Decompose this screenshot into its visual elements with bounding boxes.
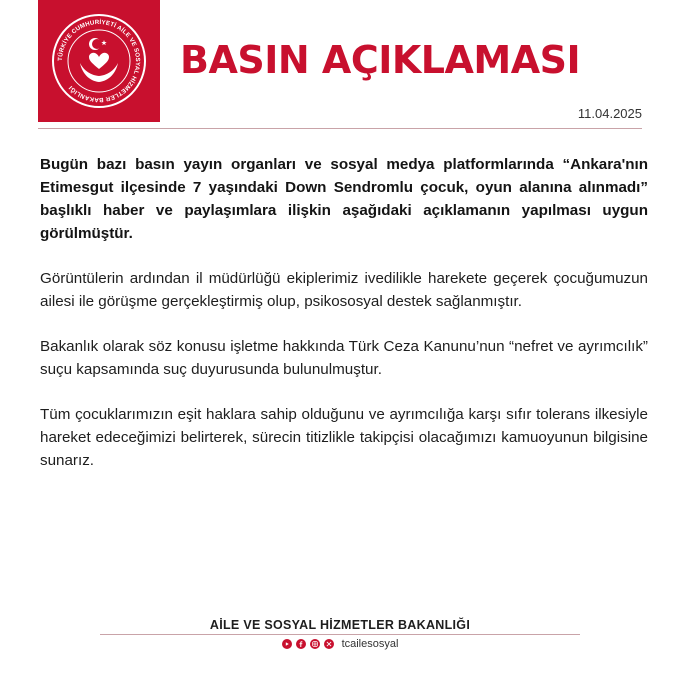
- body-paragraph: Tüm çocuklarımızın eşit haklara sahip olduğunu ve ayrımcılığa karşı sıfır tolerans ilkesiyle hareket edeceğimizi belirterek, sürecin titizlikle takipçisi olacağımızı kamuoyunun bilgisine sunarız.: [40, 406, 648, 469]
- header-divider: [38, 128, 642, 129]
- page-title: BASIN AÇIKLAMASI: [180, 38, 581, 82]
- release-date: 11.04.2025: [577, 106, 642, 121]
- seal-text: TÜRKİYE CUMHURİYETİ AİLE VE SOSYAL HİZMETLER BAKANLIĞI: [56, 18, 142, 104]
- press-release-body: [40, 153, 648, 494]
- youtube-icon[interactable]: [282, 639, 292, 649]
- ministry-seal-icon: [49, 11, 149, 111]
- body-paragraph: Görüntülerin ardından il müdürlüğü ekiplerimiz ivedilikle harekete geçerek çocuğumuzun ailesi ile görüşme gerçekleştirmiş olup, psikososyal destek sağlanmıştır.: [40, 270, 648, 310]
- social-links: [0, 638, 680, 650]
- footer-divider: [100, 634, 580, 635]
- facebook-icon[interactable]: [296, 639, 306, 649]
- body-paragraph: Bakanlık olarak söz konusu işletme hakkında Türk Ceza Kanunu’nun “nefret ve ayrımcılık” suçu kapsamında suç duyurusunda bulunulmuştur.: [40, 338, 648, 378]
- instagram-icon[interactable]: [310, 639, 320, 649]
- social-handle[interactable]: tcailesosyal: [341, 638, 399, 650]
- ministry-name: AİLE VE SOSYAL HİZMETLER BAKANLIĞI: [209, 618, 471, 632]
- intro-paragraph: Bugün bazı basın yayın organları ve sosyal medya platformlarında “Ankara'nın Etimesgut ilçesinde 7 yaşındaki Down Sendromlu çocuk, oyun alanına alınmadı” başlıklı haber ve paylaşımlara ilişkin aşağıdaki açıklamanın yapılması uygun görülmüştür.: [40, 156, 648, 242]
- x-icon[interactable]: [324, 639, 334, 649]
- ministry-logo: [38, 0, 160, 122]
